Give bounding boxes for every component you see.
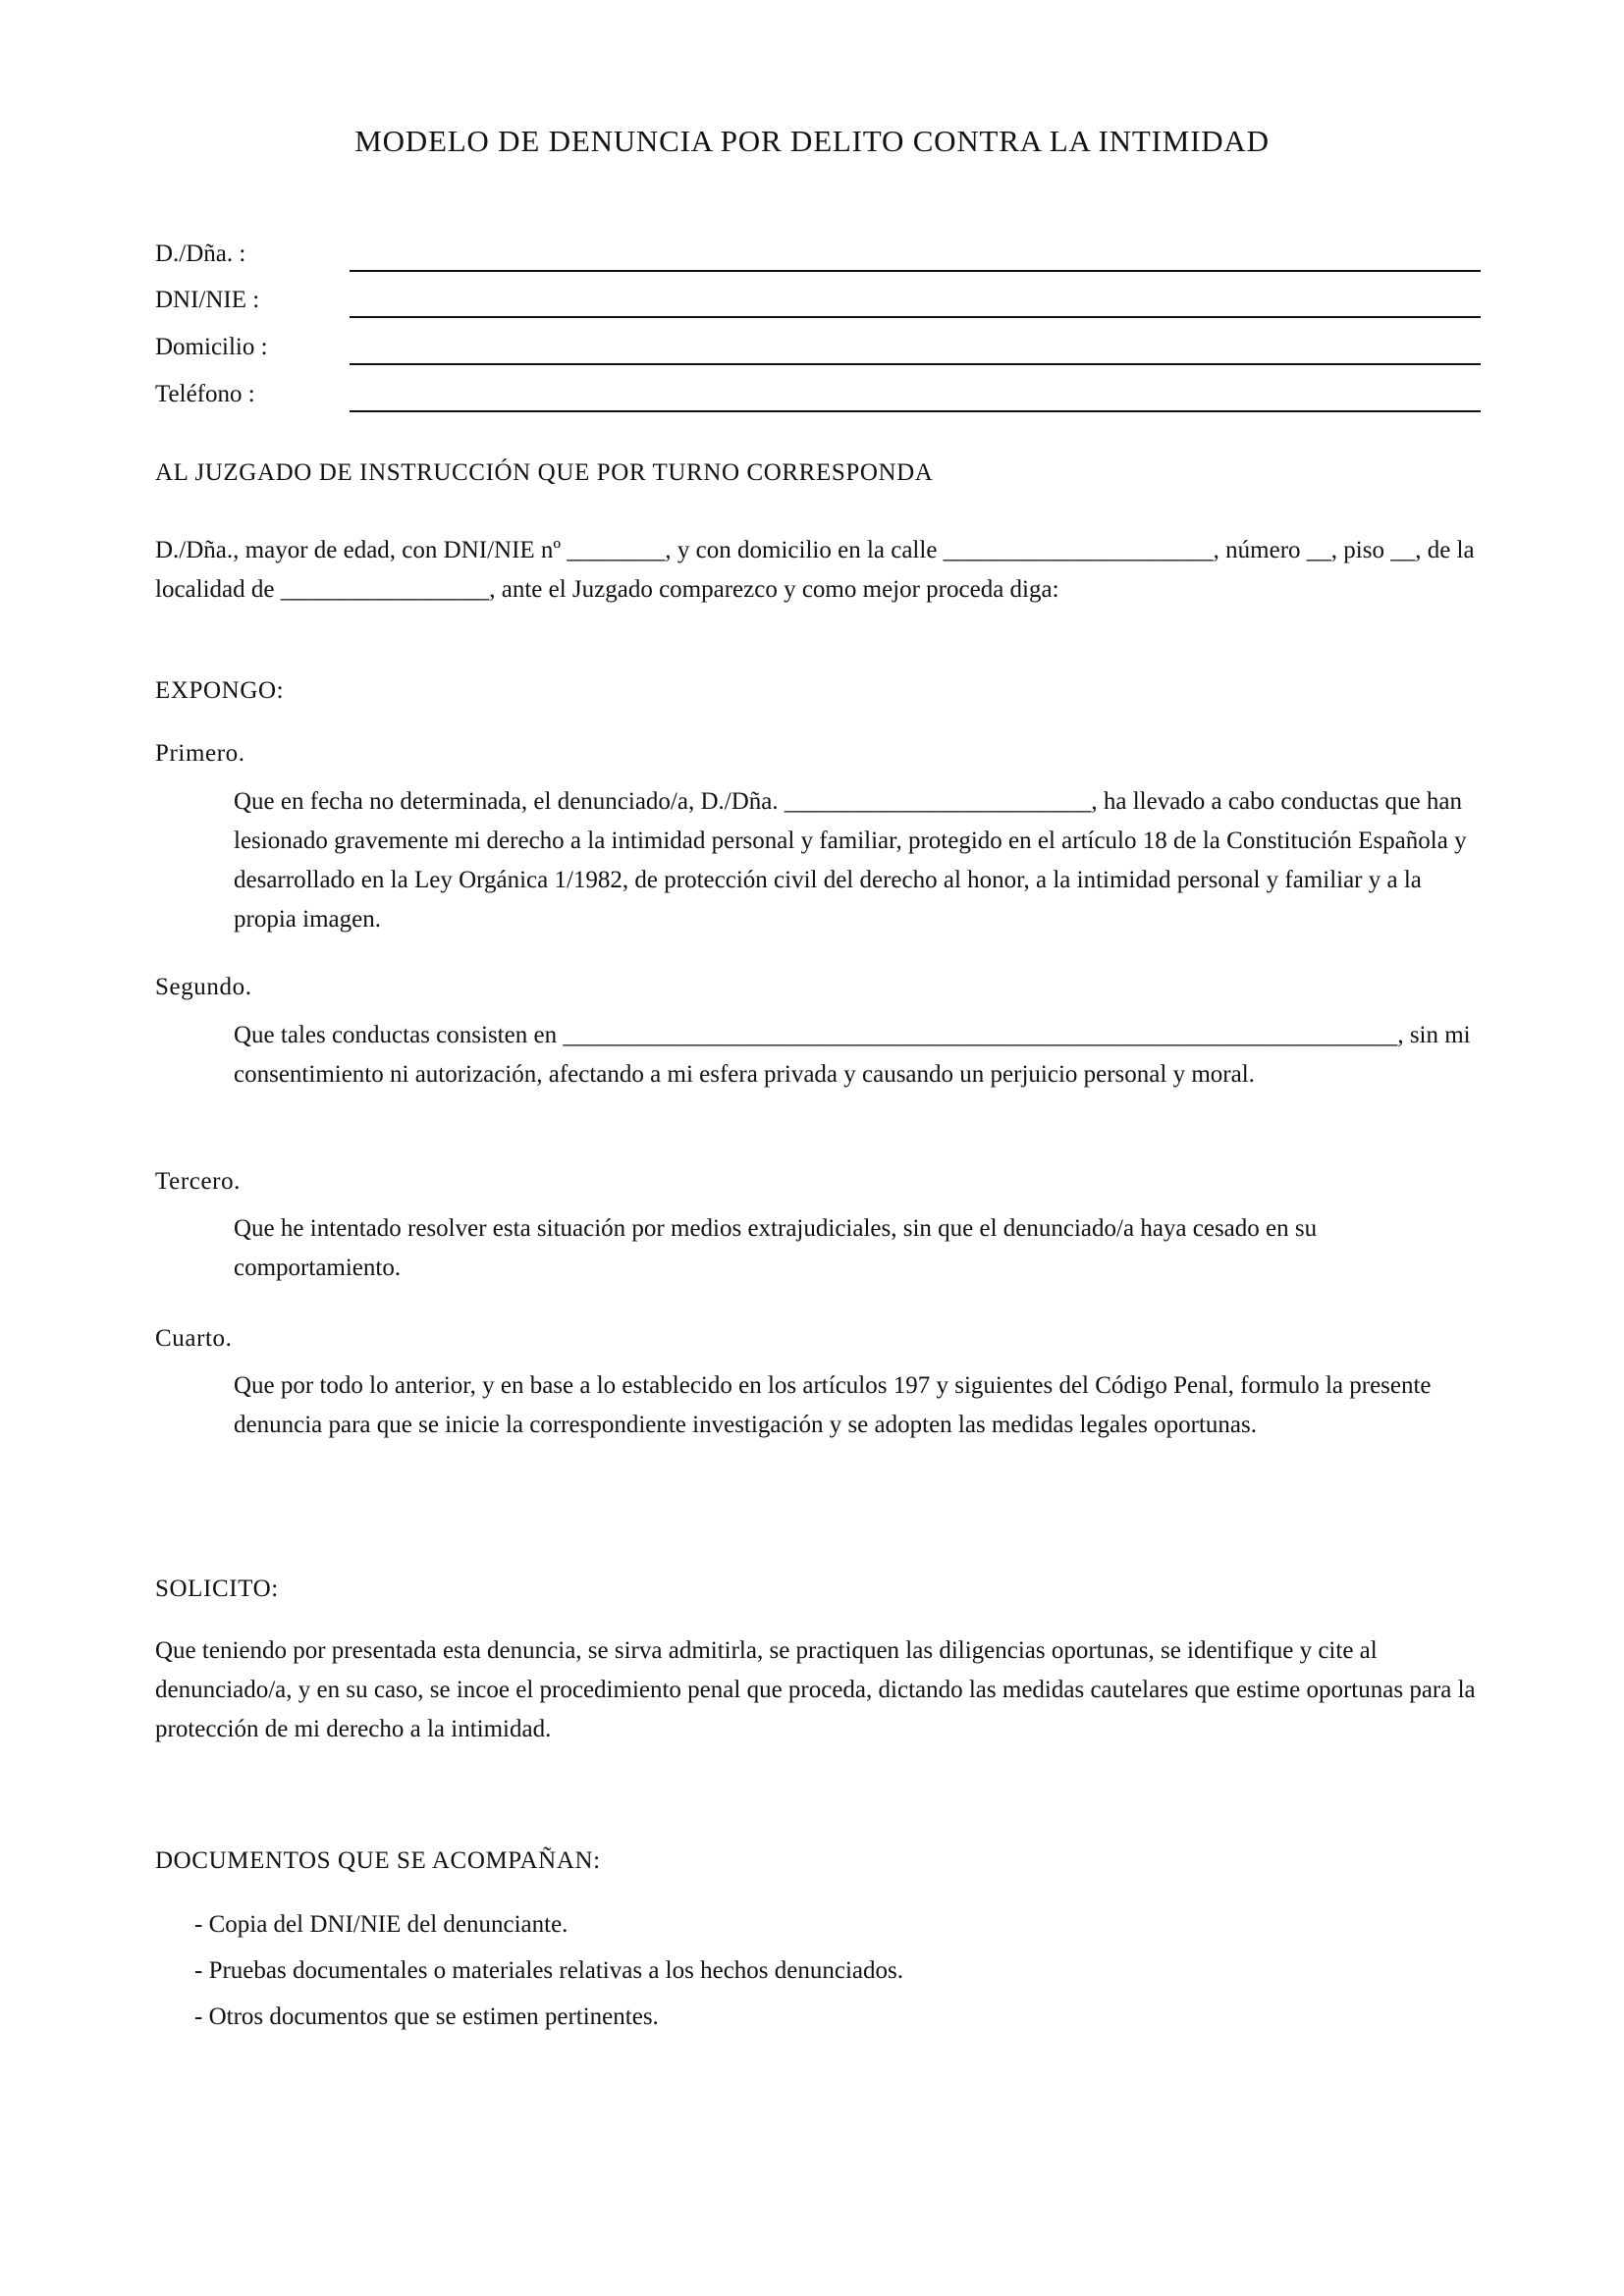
section-text-cuarto: Que por todo lo anterior, y en base a lo establecido en los artículos 197 y siguientes del Código Penal, formulo la presente denuncia para que se inicie la correspondiente investigación y se adopten las medidas legales oportunas. <box>234 1372 1432 1438</box>
intro-paragraph: D./Dña., mayor de edad, con DNI/NIE nº ________, y con domicilio en la calle ______________________, número __, piso __, de la localidad de _________________, ante el Juzgado comparezco y como mejor proceda diga: <box>155 537 1475 603</box>
field-nombre <box>155 240 1481 280</box>
field-domicilio <box>155 334 1481 373</box>
section-heading-tercero: Tercero. <box>155 1168 242 1195</box>
section-text-tercero: Que he intentado resolver esta situación por medios extrajudiciales, sin que el denunciado/a haya cesado en su comportamiento. <box>234 1215 1318 1281</box>
documentos-heading: DOCUMENTOS QUE SE ACOMPAÑAN: <box>155 1847 601 1874</box>
expongo-heading: EXPONGO: <box>155 677 285 704</box>
field-line-telefono[interactable] <box>350 410 1481 412</box>
documentos-list <box>194 1901 903 2040</box>
field-dni <box>155 287 1481 326</box>
solicito-heading: SOLICITO: <box>155 1575 279 1602</box>
addressee-heading: AL JUZGADO DE INSTRUCCIÓN QUE POR TURNO CORRESPONDA <box>155 459 934 486</box>
solicito-text: Que teniendo por presentada esta denuncia, se sirva admitirla, se practiquen las diligencias oportunas, se identifique y cite al denunciado/a, y en su caso, se incoe el procedimiento penal que proceda, dictando las medidas cautelares que estime oportunas para la protección de mi derecho a la intimidad. <box>155 1637 1476 1742</box>
list-item: - Copia del DNI/NIE del denunciante. <box>194 1911 568 1938</box>
field-line-dni[interactable] <box>350 316 1481 318</box>
field-telefono <box>155 381 1481 420</box>
field-label-domicilio: Domicilio : <box>155 334 268 360</box>
field-line-nombre[interactable] <box>350 270 1481 272</box>
field-label-dni: DNI/NIE : <box>155 287 260 313</box>
list-item: - Otros documentos que se estimen pertinentes. <box>194 2003 659 2030</box>
field-line-domicilio[interactable] <box>350 363 1481 365</box>
document-title: MODELO DE DENUNCIA POR DELITO CONTRA LA INTIMIDAD <box>354 124 1270 158</box>
section-heading-primero: Primero. <box>155 740 245 767</box>
section-text-primero: Que en fecha no determinada, el denunciado/a, D./Dña. _________________________, ha llevado a cabo conductas que han lesionado gravemente mi derecho a la intimidad personal y familiar, protegido en el artículo 18 de la Constitución Española y desarrollado en la Ley Orgánica 1/1982, de protección civil del derecho al honor, a la intimidad personal y familiar y a la propia imagen. <box>234 788 1467 933</box>
field-label-telefono: Teléfono : <box>155 381 255 407</box>
section-heading-segundo: Segundo. <box>155 974 252 1000</box>
field-label-nombre: D./Dña. : <box>155 240 246 267</box>
list-item: - Pruebas documentales o materiales relativas a los hechos denunciados. <box>194 1957 903 1984</box>
section-heading-cuarto: Cuarto. <box>155 1325 233 1352</box>
section-text-segundo: Que tales conductas consisten en ____________________________________________________________________, sin mi consentimiento ni autorización, afectando a mi esfera privada y causando un perjuicio personal y moral. <box>234 1022 1471 1088</box>
